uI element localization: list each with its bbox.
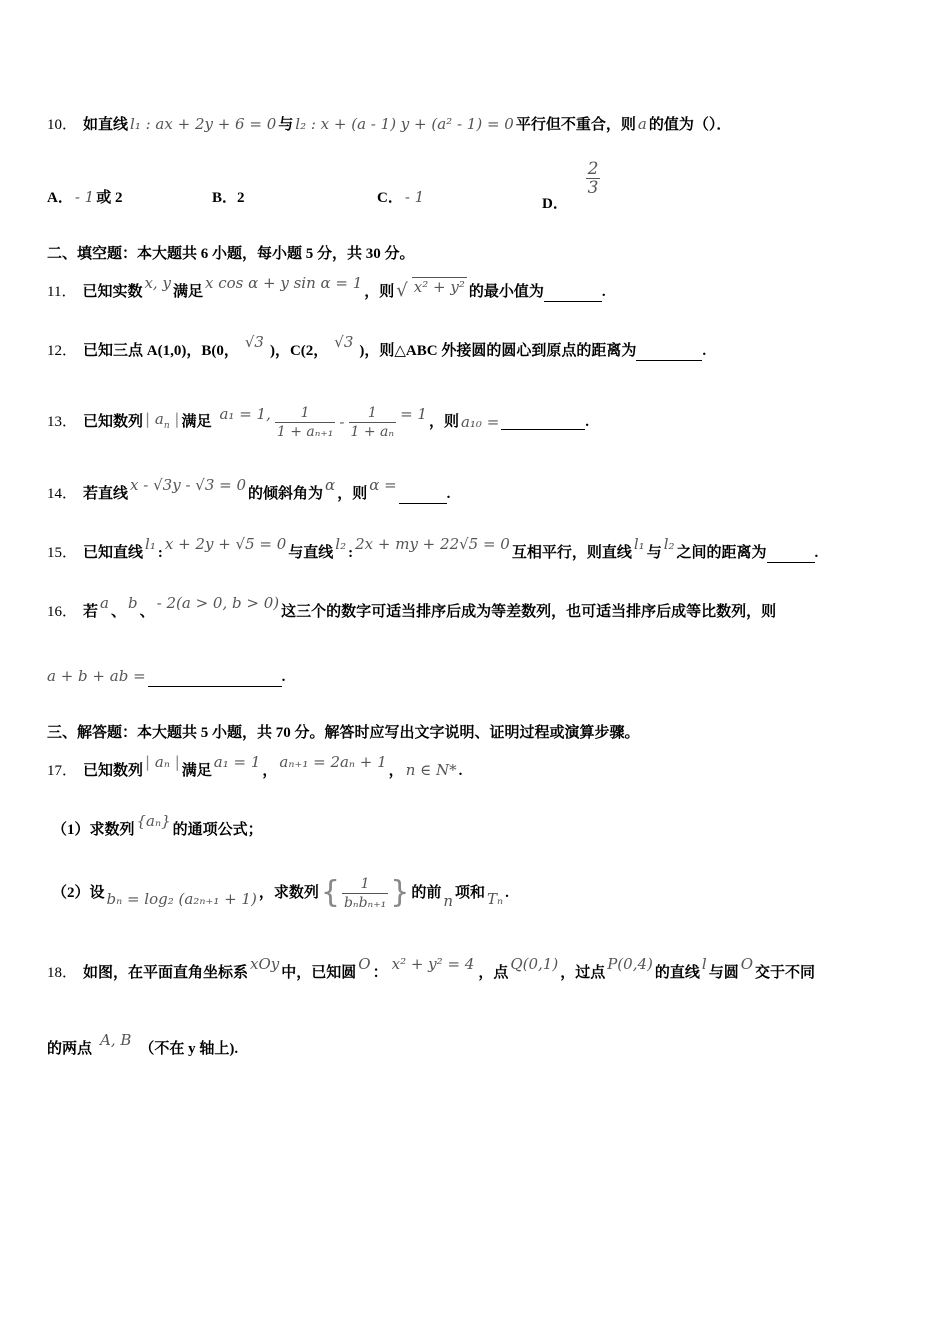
text: ，求数列 <box>258 885 319 901</box>
question-number: 18． <box>47 965 78 981</box>
text: 、 <box>110 604 126 620</box>
text: 已知数列 <box>83 414 144 430</box>
answer-blank[interactable] <box>148 672 282 687</box>
math: √3 <box>244 333 264 351</box>
question-number: 13． <box>47 414 78 430</box>
text: . <box>281 669 286 685</box>
option-label: D． <box>542 195 568 212</box>
section-3-heading: 三、解答题：本大题共 5 小题，共 70 分。解答时应写出文字说明、证明过程或演算步骤。 <box>47 725 640 741</box>
text: . <box>585 414 590 430</box>
text: 如直线 <box>83 117 129 133</box>
option-label: B．2 <box>212 190 245 206</box>
text: （不在 y 轴上). <box>139 1041 239 1057</box>
math-subscript: n <box>163 420 170 431</box>
fraction <box>342 875 388 912</box>
math: - <box>339 413 345 431</box>
text: : <box>348 545 354 561</box>
text: 的通项公式； <box>172 822 263 838</box>
line-l1-equation: l₁ : ax + 2y + 6 = 0 <box>130 115 277 133</box>
fraction-2 <box>349 404 397 441</box>
math: = 1 <box>400 405 427 423</box>
math: l <box>701 955 707 973</box>
math: l₂ <box>335 535 347 553</box>
math: b <box>128 594 138 612</box>
numerator: 1 <box>367 404 377 421</box>
text: . <box>446 486 451 502</box>
math: O <box>358 955 371 973</box>
math: x² + y² <box>413 278 465 296</box>
text: ，则 <box>337 486 368 502</box>
answer-blank[interactable] <box>544 287 602 302</box>
question-17 <box>47 753 463 781</box>
fraction <box>586 160 601 197</box>
math: aₙ₊₁ = 2aₙ + 1 <box>279 753 387 771</box>
question-number: 15． <box>47 545 78 561</box>
question-10 <box>47 114 731 135</box>
option-a <box>47 186 123 207</box>
math: xOy <box>250 955 280 973</box>
text: . <box>702 343 707 359</box>
math: - 1 <box>74 188 95 206</box>
text: . <box>601 284 606 300</box>
text: 的前 <box>411 885 442 901</box>
math: l₂ <box>663 535 675 553</box>
sqrt-expression: √ <box>396 280 408 301</box>
question-18-continued <box>47 1031 239 1059</box>
question-11 <box>47 274 606 302</box>
math: x² + y² = 4 <box>391 955 475 973</box>
sequence-an: | $a_n$ | <box>145 409 180 431</box>
question-16 <box>47 594 777 622</box>
text: ，点 <box>478 965 509 981</box>
numerator: 1 <box>300 404 310 421</box>
question-15 <box>47 535 819 563</box>
math: x cos α + y sin α = 1 <box>204 274 363 292</box>
section-2-heading: 二、填空题：本大题共 6 小题，每小题 5 分，共 30 分。 <box>47 246 415 262</box>
text: : <box>157 545 163 561</box>
text: 与直线 <box>288 545 334 561</box>
question-12 <box>47 333 707 361</box>
question-number: 17． <box>47 763 78 779</box>
text: 已知实数 <box>82 284 143 300</box>
braced-fraction: { $\frac{1}{\text{bₙbₙ₊₁}}$ } <box>320 875 410 911</box>
denominator: bₙbₙ₊₁ <box>343 894 387 911</box>
math: a₁ = 1 <box>213 753 261 771</box>
denominator: 3 <box>587 178 599 198</box>
math: a <box>100 594 109 612</box>
text: 的值为（）． <box>648 117 732 133</box>
text: 项和 <box>455 885 486 901</box>
question-17-part-2 <box>52 868 509 918</box>
text: 若直线 <box>83 486 129 502</box>
math: l₁ <box>633 535 645 553</box>
text: )，则△ABC 外接圆的圆心到原点的距离为 <box>359 343 637 359</box>
text: 与 <box>278 117 294 133</box>
question-number: 11． <box>47 284 77 300</box>
text: 互相平行，则直线 <box>511 545 632 561</box>
text: 平行但不重合，则 <box>515 117 636 133</box>
text: 已知三点 A(1,0)，B(0， <box>83 343 239 359</box>
text: 的倾斜角为 <box>248 486 324 502</box>
question-16-continued <box>47 666 285 687</box>
math: a₁ = 1, <box>219 405 271 423</box>
answer-blank[interactable] <box>636 346 702 361</box>
question-number: 16． <box>47 604 78 620</box>
text: 之间的距离为 <box>676 545 767 561</box>
math: {aₙ} <box>136 812 171 830</box>
text: 已知直线 <box>83 545 144 561</box>
answer-blank[interactable] <box>399 489 447 504</box>
math: a + b + ab = <box>47 667 146 685</box>
text: . <box>814 545 819 561</box>
text: ，过点 <box>560 965 606 981</box>
text: 如图，在平面直角坐标系 <box>83 965 249 981</box>
math: bₙ = log₂ (a₂ₙ₊₁ + 1) <box>106 890 257 908</box>
question-number: 12． <box>47 343 78 359</box>
math: x - √3y - √3 = 0 <box>130 476 247 494</box>
math: √3 <box>334 333 354 351</box>
math: - 2(a > 0, b > 0) <box>156 594 280 612</box>
fraction-1 <box>275 404 336 441</box>
text: 交于不同 <box>755 965 816 981</box>
text: ， <box>388 763 404 779</box>
denominator: 1 + aₙ₊₁ <box>276 423 334 440</box>
question-number: 10． <box>47 117 78 133</box>
numerator: 2 <box>587 159 599 179</box>
math: a <box>154 409 164 428</box>
math: P(0,4) <box>607 955 653 973</box>
option-label: C． <box>377 190 403 206</box>
math: α = <box>369 476 397 494</box>
math: Q(0,1) <box>510 955 559 973</box>
math: x + 2y + √5 = 0 <box>164 535 287 553</box>
answer-blank[interactable] <box>501 415 585 430</box>
text: ， <box>262 763 278 779</box>
math: O <box>740 955 754 973</box>
text: . <box>505 885 509 901</box>
text: 满足 <box>181 763 212 779</box>
text: ，则 <box>364 284 395 300</box>
math: 2x + my + 22√5 = 0 <box>355 535 510 553</box>
text: ： <box>372 965 388 981</box>
text: 已知数列 <box>83 763 144 779</box>
math: aₙ <box>154 753 170 771</box>
text: ，则 <box>428 414 459 430</box>
math: a₁₀ = <box>460 413 500 431</box>
numerator: 1 <box>360 875 370 892</box>
text: . <box>458 763 463 779</box>
text: 的两点 <box>47 1041 93 1057</box>
question-14 <box>47 476 451 504</box>
question-number: 14． <box>47 486 78 502</box>
text: 这三个的数字可适当排序后成为等差数列，也可适当排序后成等比数列，则 <box>281 604 777 620</box>
text: （1）求数列 <box>52 822 135 838</box>
variable-a: a <box>637 115 647 133</box>
math: n ∈ N* <box>405 761 457 779</box>
option-d <box>542 159 602 212</box>
text: （2）设 <box>52 885 105 901</box>
option-label: A． <box>47 190 73 206</box>
text: 中，已知圆 <box>281 965 357 981</box>
denominator: 1 + aₙ <box>350 423 395 440</box>
option-b <box>212 186 245 207</box>
math: A, B <box>100 1031 132 1049</box>
text: 满足 <box>181 414 212 430</box>
text: 与圆 <box>708 965 739 981</box>
answer-blank[interactable] <box>767 548 815 563</box>
text: 的直线 <box>654 965 700 981</box>
text: 满足 <box>172 284 203 300</box>
text: )，C(2， <box>269 343 329 359</box>
question-17-part-1 <box>52 812 263 840</box>
math: x, y <box>144 274 171 292</box>
math: Tₙ <box>487 890 504 908</box>
text: 、 <box>139 604 155 620</box>
text: 与 <box>646 545 662 561</box>
question-13 <box>47 400 589 444</box>
text: 或 2 <box>96 190 123 206</box>
question-18 <box>47 955 816 983</box>
math: l₁ <box>145 535 156 553</box>
option-c <box>377 186 426 207</box>
text: 的最小值为 <box>468 284 544 300</box>
math: | aₙ | <box>145 753 180 771</box>
text: 若 <box>83 604 99 620</box>
math: α <box>325 476 336 494</box>
math: n <box>443 892 454 910</box>
math: - 1 <box>404 188 425 206</box>
line-l2-equation: l₂ : x + (a - 1) y + (a² - 1) = 0 <box>295 115 514 133</box>
